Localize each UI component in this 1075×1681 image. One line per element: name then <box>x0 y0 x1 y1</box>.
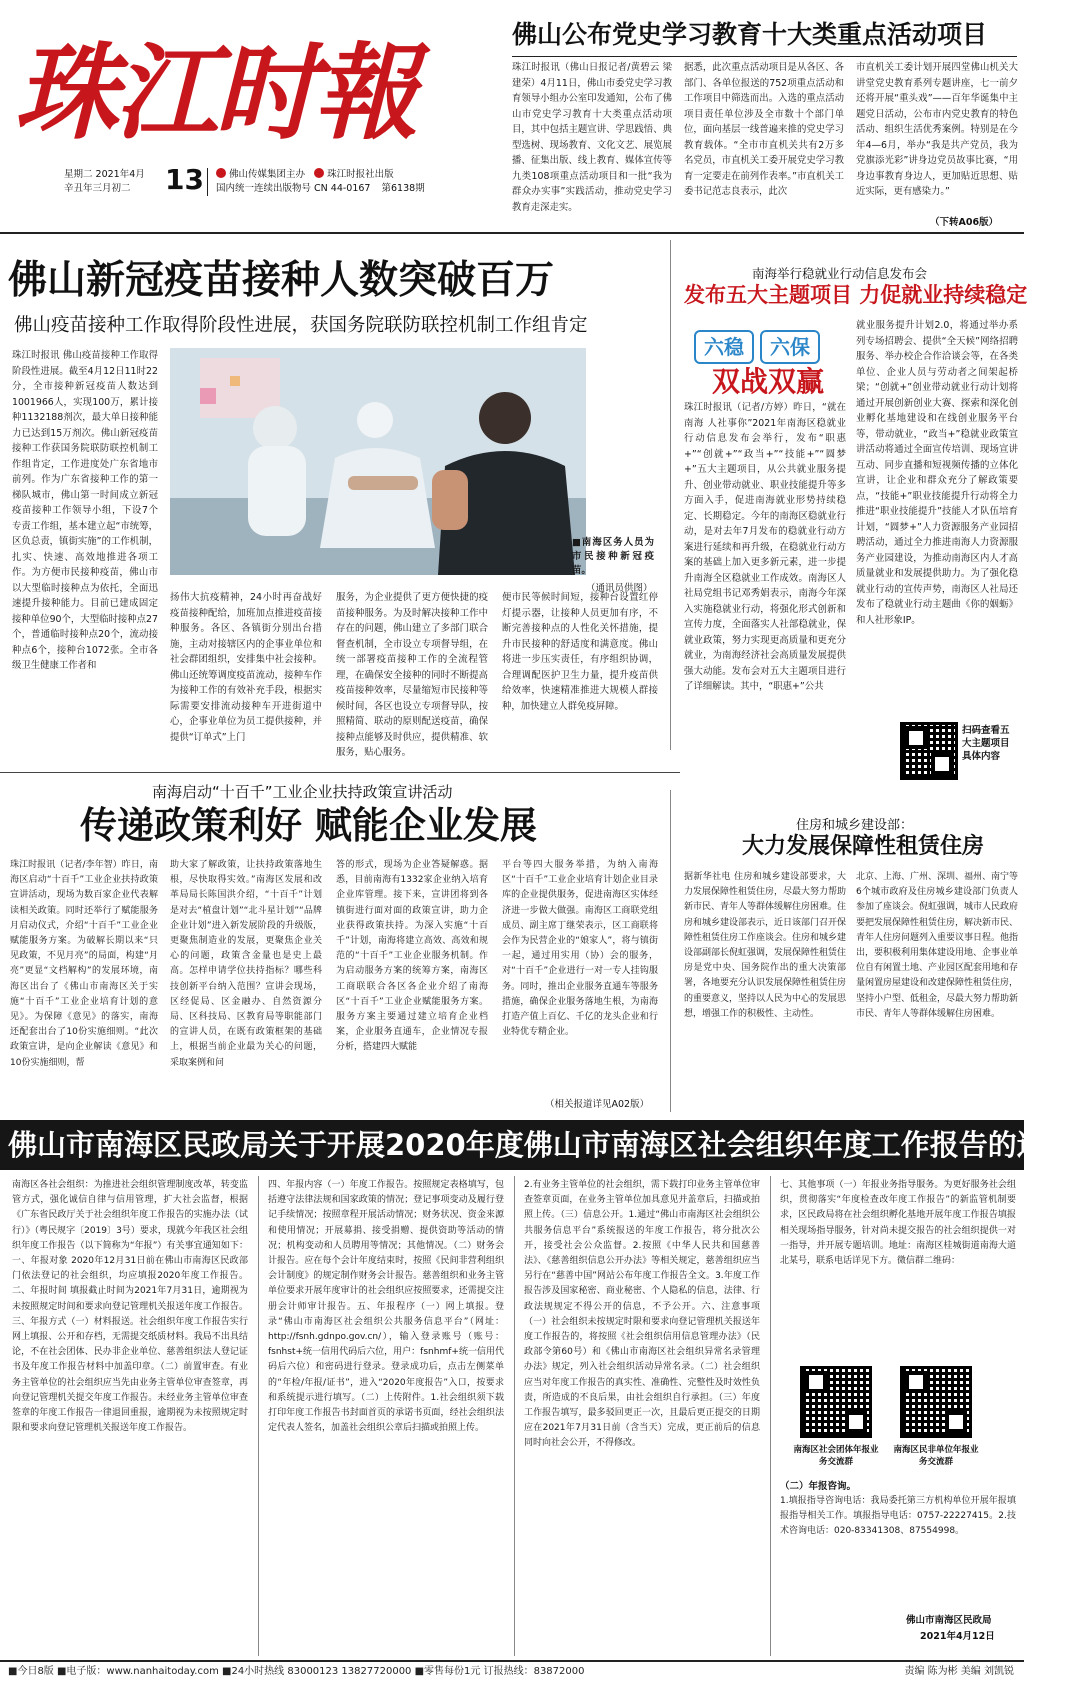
top-story-col3: 市直机关工委计划开展四堂佛山机关大讲堂党史教育系列专题讲座，七一前夕还将开展“重头戏”——百年华诞集中主题党日活动，公布市内党史教育的特色活动、组织生活优秀案例。特别是在今年4—6月，举办“我是共产党员，我为党旗添光彩”讲身边党员故事比赛，“用身边事教育身边人，更加贴近思想、贴近实际，更有感染力。” <box>856 62 1018 197</box>
footer-right: 责编 陈为彬 美编 刘凯锐 <box>904 1666 1014 1677</box>
employment-qr-code <box>900 722 958 780</box>
masthead-rule <box>0 232 1024 234</box>
masthead-credits <box>216 168 496 196</box>
housing-headline: 大力发展保障性租赁住房 <box>742 833 985 859</box>
footer-left: ■今日8版 ■电子版：www.nanhaitoday.com ■24小时热线 83000123 13827720000 ■零售每份1元 订报热线：83872000 <box>8 1666 585 1677</box>
notice-col2: 四、年报内容（一）年度工作报告。按照规定表格填写，包括遵守法律法规和国家政策的情况；登记事项变动及履行登记手续情况；按照章程开展活动情况；财务状况、资金来源和使用情况；开展募捐、接受捐赠、提供资助等活动的情况；机构变动和人员聘用等情况；其他情况。（二）财务会计报告。应在每个会计年度结束时，按照《民间非营利组织会计制度》的规定制作财务会计报告。慈善组织和业务主管单位要求开展年度审计的社会组织应按照要求，还需提交注册会计师审计报告。五、年报程序（一）网上填报。登录“佛山市南海区社会组织公共服务信息平台”（网址：http://fsnh.gdnpo.gov.cn/），输入登录账号（账号：fsnhst+统一信用代码后六位，用户：fsnhmf+统一信用代码后六位）和密码进行登录。登录成功后，点击左侧菜单的“年检/年报/证书”，进入“2020年度报告”入口，按要求和系统提示进行填写。（二）上传附件。1.社会组织须下载打印年度工作报告书封面首页的承诺书页面，经社会组织法定代表人签名，加盖社会组织公章后扫描或拍照上传。 <box>268 1180 504 1434</box>
policy-related: （相关报道详见A02版） <box>545 1099 650 1110</box>
notice-signature: 佛山市南海区民政局 <box>906 1615 992 1626</box>
policy-col2: 助大家了解政策，让扶持政策落地生根，尽快取得实效。”南海区发展和改革局局长陈国洪介绍，“十百千”计划是对去“植盘计划”“北斗星计划”“品牌企业计划”进入新发展阶段的升级版，更聚焦制造业的发展，更聚焦企业关心的问题，政策含金量也是史上最高。怎样申请学位扶持指标？哪些科技创新平台纳入范围？宣讲会现场，区经促局、区金融办、自然资源分局、区科技局、区教育局等职能部门的宣讲人员，在既有政策框架的基础上，根据当前企业最为关心的问题，采取案例和问 <box>170 860 322 1068</box>
vaccine-col4: 便市民等候时间短，接种台设置红停灯提示器，让接种人员更加有序，不断完善接种点的人性化关怀措施，提升市民接种的舒适度和满意度。佛山将进一步压实责任，有序组织协调，合理调配医护卫生力量，提升疫苗供给效率，快速精准推进大规模人群接种，加快建立人群免疫屏障。 <box>502 592 658 712</box>
masthead-date-line1: 星期二 2021年4月 <box>64 169 145 180</box>
masthead-sponsor: 佛山传媒集团主办 <box>229 169 306 180</box>
employment-tagline: 双战双赢 <box>712 365 825 398</box>
qr-right-caption: 南海区民非单位年报业务交流群 <box>893 1445 979 1467</box>
housing-kicker: 住房和城乡建设部： <box>796 818 914 833</box>
publisher-icon <box>314 168 324 178</box>
vaccine-headline: 佛山新冠疫苗接种人数突破百万 <box>8 257 555 303</box>
tag-six-stability: 六稳 <box>694 330 754 364</box>
footer-bar <box>0 1660 1024 1681</box>
vaccination-photo <box>170 348 586 575</box>
employment-col1: 珠江时报讯（记者/方婷）昨日，“就在南海 人社事你”2021年南海区稳就业行动信息发布会举行，发布“职惠+”“创就+”“政当+”“技能+”“圆梦+”五大主题项目，从公共就业服务提升、创业带动就业、职业技能提升等多方面入手，促进南海就业形势持续稳定、长期稳定。今年的南海区稳就业行动，是对去年7月发布的稳就业行动方案进行延续和再升级，在稳就业行动方案的基础上加入更多新元素，进一步提升南海全区稳就业工作成效。南海区人社局党组书记邓秀娟表示，南海今年深入实施稳就业行动，将强化形式创新和宣传力度，全面落实人社部稳就业，保就业政策，努力实现更高质量和更充分就业，为南海经济社会高质量发展提供强大动能。发布会对五大主题项目进行了详细解读。其中，“职惠+”公共 <box>684 402 846 692</box>
top-story-headline: 佛山公布党史学习教育十大类重点活动项目 <box>512 20 988 49</box>
masthead-day: 13 <box>165 163 204 196</box>
qr-left-caption: 南海区社会团体年报业务交流群 <box>793 1445 879 1467</box>
masthead-issue: 第6138期 <box>381 183 425 194</box>
masthead-logo: 珠江时報 <box>14 31 415 154</box>
employment-qr-caption: 扫码查看五大主题项目具体内容 <box>962 725 1010 762</box>
vaccine-col3: 服务，为企业提供了更方便快捷的疫苗接种服务。为及时解决接种工作中存在的问题，佛山建立了多部门联合督查机制，全市设立专项督导组，在统一部署疫苗接种工作的全流程管理，在确保安全接种的同时不断提高疫苗接种效率，尽量缩短市民接种等候时间，各区也设立专项督导队，按照精简、联动的原则配送疫苗，确保接种点能够及时供应，提供精准、软服务，贴心服务。 <box>336 592 488 758</box>
notice-col1: 南海区各社会组织：为推进社会组织管理制度改革，转变监管方式，强化诚信自律与信用管理，扩大社会监督，根据《广东省民政厅关于社会组织年度工作报告的实施办法（试行）》（粤民规字〔2019〕3号）要求，现就今年我区社会组织年度工作报告（以下简称为“年报”）有关事宜通知如下：一、年报对象 2020年12月31日前在佛山市南海区民政部门依法登记的社会组织，均应填报2020年度工作报告。二、年报时间 填报截止时间为2021年7月31日，逾期视为未按照规定时间和要求向登记管理机关报送年度工作报告。三、年报方式（一）材料报送。社会组织年度工作报告实行网上填报、公开和存档，无需提交纸质材料。我局不出具结论，不在社会团体、民办非企业单位、慈善组织法人登记证书及年度工作报告材料中加盖印章。（二）前置审查。有业务主管单位的社会组织应当先由业务主管单位审查签章，再向登记管理机关提交年度工作报告。未经业务主管单位审查签章的年度工作报告一律退回重报，逾期视为未按照规定时限和要求向登记管理机关报送年度工作报告。 <box>12 1180 248 1434</box>
notice-date: 2021年4月12日 <box>920 1631 995 1642</box>
employment-headline: 发布五大主题项目 力促就业持续稳定 <box>684 282 1028 307</box>
notice-banner: 佛山市南海区民政局关于开展2020年度佛山市南海区社会组织年度工作报告的通知 <box>0 1120 1024 1170</box>
notice-col4: 七、其他事项（一）年报业务指导服务。为更好服务社会组织，贯彻落实“年度检查改年度工作报告”的新监管机制要求，区民政局将在社会组织孵化基地开展年度工作报告填报相关现场指导服务，针对尚未提交报告的社会组织提供一对一指导，并开展专题培训。地址：南海区桂城街道南海大道北某号，联系电话详见下方。微信群二维码： <box>780 1180 1016 1267</box>
top-story-col1: 珠江时报讯（佛山日报记者/黄碧云 梁建荣）4月11日，佛山市委党史学习教育领导小组办公室印发通知，公布了佛山市党史学习教育十大类重点活动项目，其中包括主题宣讲、学思践悟、典型选树、现场教育、文化文艺、展览展播、征集出版、线上教育、媒体宣传等九类108项重点活动项目和一批“我为群众办实事”实践活动，推动党史学习教育走深走实。 <box>512 62 672 213</box>
masthead-divider <box>207 168 208 196</box>
policy-col3: 答的形式，现场为企业答疑解惑。据悉，目前南海有1332家企业纳入培育企业库管理。接下来，宣讲团将到各镇街进行面对面的政策宣讲，助力企业获得政策扶持。为深入实施“十百千”计划，南海将建立高效、高效和规范的“十百千”工业企业服务机制。作为启动服务方案的统筹方案，南海区工商联联合各区各企业介绍了南海区“十百千”工业企业赋能服务方案。服务方案主要通过建立培育企业档案，企业服务直通车，企业情况专报分析，搭建四大赋能 <box>336 860 488 1053</box>
vaccine-caption-text: ■南海区务人员为市民接种新冠疫苗。 <box>572 537 654 576</box>
qr-code-nonprofit-units <box>900 1366 972 1438</box>
vaccination-photo-art <box>170 348 586 575</box>
employment-col2: 就业服务提升计划2.0，将通过举办系列专场招聘会、提供“全天候”网络招聘服务、举办校企合作洽谈会等，在各类单位、企业人员与劳动者之间架起桥梁；“创就+”创业带动就业行动计划将通过开展创新创业大赛、探索和深化创业孵化基地建设和在线创业服务平台等，带动就业，“政当+”稳就业政策宣讲活动将通过全面宣传培训、现场宣讲互动、同步直播和短视频传播的立体化宣讲，让企业和群众充分了解政策要点，“技能+”职业技能提升行动将全力推进“职业技能提升”技能人才队伍培育计划，“圆梦+”人力资源服务产业园招聘活动，通过全力推进南海人力资源服务产业园建设，为推动南海区内人才高质量就业和发展提供助力。为了强化稳就业行动的宣传声势，南海区人社局还发布了稳就业行动主题曲《你的姻蛎》和人社形象IP。 <box>856 320 1018 626</box>
top-story-continue: （下转A06版） <box>930 217 999 228</box>
masthead-publisher: 珠江时报社出版 <box>327 169 394 180</box>
policy-col1: 珠江时报讯（记者/李年智）昨日，南海区启动“十百千”工业企业扶持政策宣讲活动，现场为数百家企业代表解读相关政策。同时还举行了赋能服务月启动仪式，介绍“十百千”工业企业赋能服务方案。为破解长期以来“只见政策，不见月亮”的局面，构建“月亮”更显“文档解构”的发展环境，南海区出台了《佛山市南海区关于实施“十百千”工业企业培育计划的意见》。为保障《意见》的落实，南海还配套出台了10份实施细则。“此次政策宣讲，是向企业解读《意见》和10份实施细则，帮 <box>10 860 158 1068</box>
vaccine-subhead: 佛山疫苗接种工作取得阶段性进展，获国务院联防联控机制工作组肯定 <box>14 315 588 336</box>
vaccine-photo-credit: （通讯员供图） <box>586 583 653 594</box>
tag-six-guarantees: 六保 <box>760 330 820 364</box>
top-story-col2: 据悉，此次重点活动项目是从各区、各部门、各单位报送的752项重点活动和工作项目中筛选而出。入选的重点活动项目责任单位涉及全市数十个部门单位，面向基层一线普遍来推的党史学习教育载体。“全市市直机关共有2万多名党员，市直机关工委开展党史学习教育一定要走在前列作表率。”市直机关工委书记范志良表示，此次 <box>684 62 844 197</box>
qr-code-social-groups <box>800 1366 872 1438</box>
masthead-issn: 国内统一连续出版物号 CN 44-0167 <box>216 183 371 194</box>
housing-col2: 北京、上海、广州、深圳、福州、南宁等6个城市政府及住房城乡建设部门负责人参加了座谈会。倪虹强调，城市人民政府要把发展保障性租赁住房，解决新市民、青年人住房问题列入重要议事日程。他指出，要积极利用集体建设用地、企事业单位自有闲置土地、产业园区配套用地和存量闲置房屋建设和改建保障性租赁住房，坚持小户型、低租金，尽最大努力帮助新市民、青年人等群体缓解住房困难。 <box>856 872 1019 1019</box>
vaccine-col1: 珠江时报讯 佛山疫苗接种工作取得阶段性进展。截至4月12日11时22分，全市接种新冠疫苗人数达到1001966人，实现100万，累计接种1132188剂次，最大单日接种能力已达到15万剂次。佛山新冠疫苗接种工作获国务院联防联控机制工作组肯定，工作进度处广东省地市前列。作为广东省接种工作的第一梯队城市，佛山第一时间成立新冠疫苗接种工作领导小组，下设7个专责工作组，基本建立起“市统筹，区负总责，镇街实施”的工作机制，扎实、快速、高效地推进各项工作。为方便市民接种疫苗，佛山市以大型临时接种点为依托，全面迅速提升接种能力。目前已建成固定接种单位90个，大型临时接种点27个，普通临时接种点20个，流动接种点6个，接种台1072张。全市各级卫生健康工作者和 <box>12 350 158 671</box>
housing-col1: 据新华社电 住房和城乡建设部要求，大力发展保障性租赁住房，尽最大努力帮助新市民、青年人等群体缓解住房困难。住房和城乡建设部表示，近日该部门召开保障性租赁住房工作座谈会。住房和城乡建设部副部长倪虹强调，发展保障性租赁住房是党中央、国务院作出的重大决策部署，各地要充分认识发展保障性租赁住房的重要意义，坚持以人民为中心的发展思想，增强工作的积极性、主动性。 <box>684 872 847 1019</box>
sponsor-icon <box>216 168 226 178</box>
masthead-date <box>64 168 154 196</box>
vaccine-col2: 扬伟大抗疫精神，24小时再奋战好疫苗接种配给，加班加点推进疫苗接种服务。各区、各镇街分别出台措施，主动对接辖区内的企事业单位和社会群团组织，安排集中社会接种。佛山还统筹调度疫苗流动，接种车作为接种工作的有效补充手段，根据实际需要安排流动接种车开进街道中心，企事业单位为员工提供接种，并提供“订单式”上门 <box>170 592 322 743</box>
consult-title: （二）年报咨询。 <box>780 1481 857 1492</box>
employment-kicker: 南海举行稳就业行动信息发布会 <box>752 266 928 281</box>
notice-col3: 2.有业务主管单位的社会组织，需下载打印业务主管单位审查签章页面，在业务主管单位加具意见并盖章后，扫描或拍照上传。（三）信息公开。1.通过“佛山市南海区社会组织公共服务信息平台”系统报送的年度工作报告，将分批次公开，接受社会公众监督。2.按照《中华人民共和国慈善法》、《慈善组织信息公开办法》等相关规定，慈善组织应当另行在“慈善中国”网站公布年度工作报告全文。3.年度工作报告涉及国家秘密、商业秘密、个人隐私的信息，法律、行政法规规定不得公开的信息，不予公开。六、注意事项（一）社会组织未按规定时限和要求向登记管理机关报送年度工作报告的，将按照《社会组织信用信息管理办法》（民政部令第60号）和《佛山市南海区社会组织异常名录管理办法》规定，列入社会组织活动异常名录。（二）社会组织应当对年度工作报告的真实性、准确性、完整性及时效性负责，所造成的不良后果，由社会组织自行承担。（三）年度工作报告填写，最多驳回更正一次，且最后更正提交的日期应在2021年7月31日前（含当天）完成，更正前后的信息同时向社会公开，不得修改。 <box>524 1180 760 1449</box>
masthead-date-line2: 辛丑年三月初二 <box>64 183 131 194</box>
consult-body: 1.填报指导咨询电话：我局委托第三方机构单位开展年报填报指导相关工作。填报指导电话：0757-22227415。2.技术咨询电话：020-83341308、87554998。 <box>780 1496 1016 1537</box>
policy-kicker: 南海启动“十百千”工业企业扶持政策宣讲活动 <box>152 783 453 801</box>
policy-col4: 平台等四大服务举措，为纳入南海区“十百千”工业企业培育计划企业目录库的企业提供服务，促进南海区实体经济进一步做大做强。南海区工商联党组成员、副主席丁继荣表示，区工商联将会作为民营企业的“娘家人”，将与镇街一起，通过用实用（协）会的服务，对“十百千”企业进行一对一专人挂钩服务。同时，推出企业服务直通车等服务措施，确保企业服务落地生根，为南海打造产值上百亿、千亿的龙头企业和行业特优专精企业。 <box>502 860 658 1038</box>
policy-headline: 传递政策利好 赋能企业发展 <box>80 803 537 847</box>
